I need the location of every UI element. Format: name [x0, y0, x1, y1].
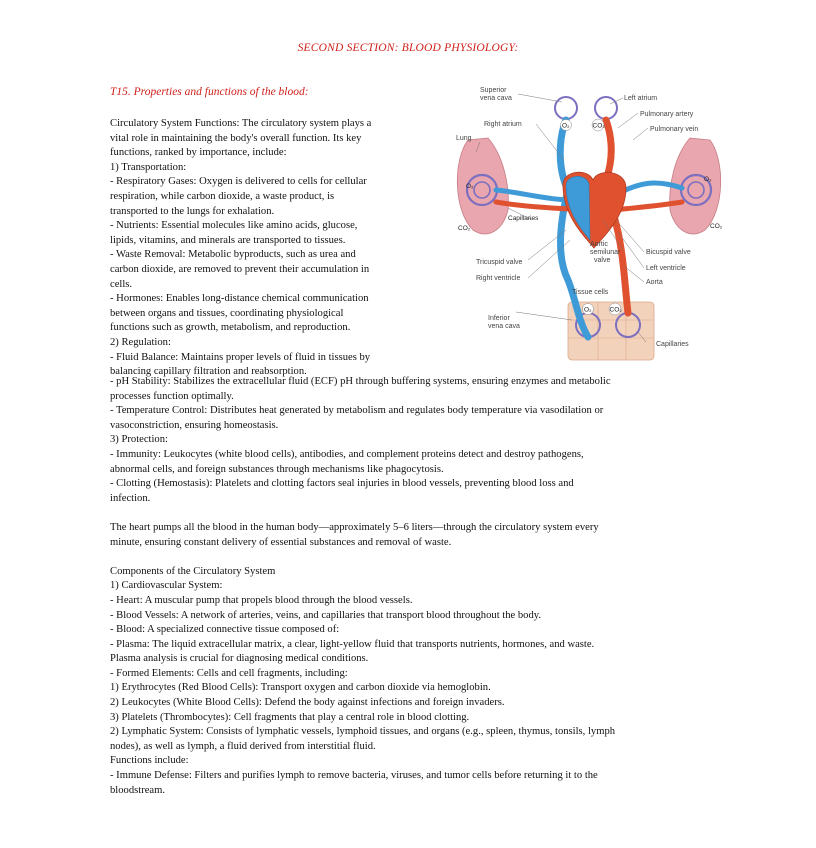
circulatory-system-diagram: [448, 80, 730, 364]
label-inferior-vena-cava: Inferior: [488, 315, 510, 322]
text-line: Circulatory System Functions: The circulatory system plays a: [110, 118, 372, 129]
text-line: balancing capillary filtration and reabsorption.: [110, 366, 307, 378]
text-line: processes function optimally.: [110, 390, 234, 402]
text-line: abnormal cells, and foreign substances through mechanisms like phagocytosis.: [110, 463, 444, 475]
text-line: carbon dioxide, are removed to prevent their accumulation in: [110, 263, 370, 275]
text-line: vasoconstriction, ensuring homeostasis.: [110, 419, 279, 431]
text-line: bloodstream.: [110, 784, 166, 796]
text-line: 2) Lymphatic System: Consists of lymphatic vessels, lymphoid tissues, and organs (e.g., spleen, thymus, tonsils, lymph: [110, 726, 616, 738]
text-line: - Fluid Balance: Maintains proper levels of fluid in tissues by: [110, 351, 371, 363]
text-line: - pH Stability: Stabilizes the extracellular fluid (ECF) pH through buffering systems, ensuring enzymes and metabolic: [110, 376, 611, 387]
text-line: between organs and tissues, coordinating physiological: [110, 307, 344, 319]
text-line: transported to the lungs for exhalation.: [110, 205, 275, 217]
text-line: - Nutrients: Essential molecules like amino acids, glucose,: [110, 220, 358, 232]
topic-title: T15. Properties and functions of the blood:: [110, 86, 309, 98]
label-aorta: Aorta: [646, 279, 663, 286]
text-line: - Plasma: The liquid extracellular matrix, a clear, light-yellow fluid that transports nutrients, hormones, and waste.: [110, 638, 595, 650]
text-line: vital role in maintaining the body's overall function. Its key: [110, 132, 362, 144]
o2-badge: O₂: [584, 306, 592, 314]
text-line: functions, ranked by importance, include:: [110, 147, 287, 159]
text-line: respiration, while carbon dioxide, a waste product, is: [110, 190, 335, 202]
o2-badge: O₂: [562, 122, 570, 130]
blank-line: [110, 506, 722, 521]
label-lung: Lung: [456, 135, 472, 142]
text-line: Components of the Circulatory System: [110, 565, 276, 577]
text-line: lipids, vitamins, and minerals are transported to tissues.: [110, 234, 346, 246]
text-line: 2) Regulation:: [110, 336, 171, 348]
label-superior-vena-cava: Superior: [480, 87, 507, 94]
o2-badge: O₂: [466, 183, 474, 190]
blank-line: [110, 550, 722, 565]
text-line: - Blood Vessels: A network of arteries, veins, and capillaries that transport blood throughout the body.: [110, 609, 542, 621]
co2-badge: CO₂: [609, 306, 622, 314]
left-text-column: [110, 117, 428, 380]
section-title: SECOND SECTION: BLOOD PHYSIOLOGY:: [297, 42, 519, 54]
o2-badge: O₂: [704, 176, 712, 183]
text-line: - Formed Elements: Cells and cell fragments, including:: [110, 667, 348, 679]
text-line: - Blood: A specialized connective tissue composed of:: [110, 624, 340, 636]
co2-badge: CO₂: [458, 225, 471, 232]
text-line: 1) Transportation:: [110, 161, 187, 173]
text-line: functions such as growth, metabolism, and reproduction.: [110, 322, 351, 334]
co2-badge: CO₂: [710, 223, 723, 230]
text-line: infection.: [110, 492, 151, 504]
text-line: - Immunity: Leukocytes (white blood cells), antibodies, and complement proteins detect and destroy pathogens,: [110, 448, 584, 460]
label-left-atrium: Left atrium: [624, 95, 658, 102]
text-line: - Hormones: Enables long-distance chemical communication: [110, 293, 369, 305]
label-inferior-vena-cava: vena cava: [488, 323, 520, 330]
label-capillaries-tissue: Capillaries: [656, 341, 689, 348]
full-width-text-column: [110, 375, 722, 798]
label-superior-vena-cava: vena cava: [480, 95, 512, 102]
label-tissue-cells: Tissue cells: [572, 289, 609, 296]
left-lung: [457, 138, 508, 234]
text-line: 1) Cardiovascular System:: [110, 580, 223, 592]
text-line: 2) Leukocytes (White Blood Cells): Defend the body against infections and foreign invaders.: [110, 697, 505, 709]
label-tricuspid-valve: Tricuspid valve: [476, 259, 523, 266]
label-aortic-semilunar-valve: valve: [594, 257, 611, 264]
text-line: cells.: [110, 278, 133, 290]
text-line: 3) Platelets (Thrombocytes): Cell fragments that play a central role in blood clotting.: [110, 711, 470, 723]
text-line: Functions include:: [110, 755, 189, 767]
text-line: - Waste Removal: Metabolic byproducts, such as urea and: [110, 249, 356, 261]
co2-badge: CO₂: [592, 122, 605, 130]
text-line: - Respiratory Gases: Oxygen is delivered to cells for cellular: [110, 176, 367, 188]
text-line: 3) Protection:: [110, 434, 168, 446]
label-pulmonary-vein: Pulmonary vein: [650, 126, 699, 133]
label-aortic-semilunar-valve: semilunar: [590, 249, 621, 256]
label-aortic-semilunar-valve: Aortic: [590, 241, 608, 248]
text-line: The heart pumps all the blood in the human body—approximately 5–6 liters—through the circulatory system every: [110, 521, 599, 533]
text-line: - Immune Defense: Filters and purifies lymph to remove bacteria, viruses, and tumor cells before returning it to the: [110, 770, 598, 782]
label-left-ventricle: Left ventricle: [646, 265, 686, 272]
text-line: nodes), as well as lymph, a fluid derived from interstitial fluid.: [110, 740, 376, 752]
label-pulmonary-artery: Pulmonary artery: [640, 111, 694, 118]
text-line: - Heart: A muscular pump that propels blood through the blood vessels.: [110, 594, 413, 606]
text-line: - Temperature Control: Distributes heat generated by metabolism and regulates body temperature via vasodilation or: [110, 405, 604, 417]
text-line: minute, ensuring constant delivery of essential substances and removal of waste.: [110, 536, 452, 548]
text-line: 1) Erythrocytes (Red Blood Cells): Transport oxygen and carbon dioxide via hemoglobin.: [110, 682, 491, 694]
label-bicuspid-valve: Bicuspid valve: [646, 249, 691, 256]
label-right-atrium: Right atrium: [484, 121, 522, 128]
label-capillaries-lung: Capillaries: [508, 215, 539, 222]
label-right-ventricle: Right ventricle: [476, 275, 521, 282]
text-line: - Clotting (Hemostasis): Platelets and clotting factors seal injuries in blood vessels, preventing blood loss and: [110, 478, 574, 490]
text-line: Plasma analysis is crucial for diagnosing medical conditions.: [110, 653, 369, 665]
